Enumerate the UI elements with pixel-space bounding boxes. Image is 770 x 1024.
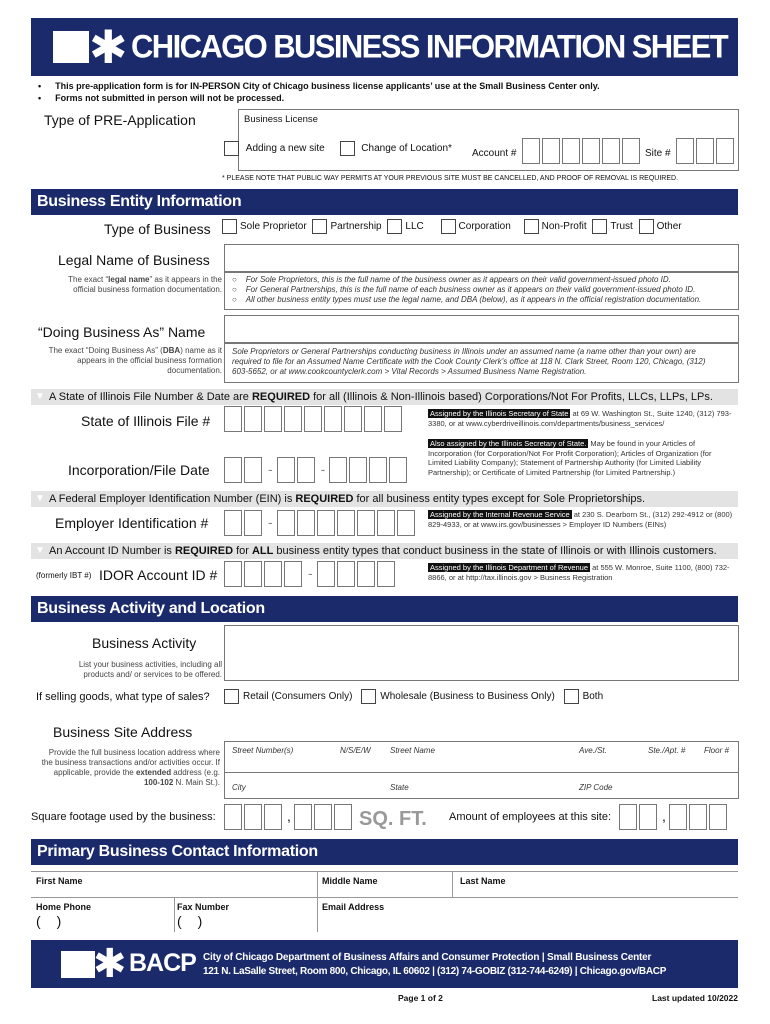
acct-bar-bold2: ALL (251, 545, 274, 557)
last-name-field[interactable]: Last Name (460, 876, 506, 886)
legal-name-label: Legal Name of Business (58, 252, 210, 268)
employees-field[interactable] (619, 804, 729, 830)
dba-help-1: The exact “Doing Business As” ( (48, 346, 163, 355)
legal-notes (232, 275, 732, 305)
account-label: Account # (472, 148, 517, 159)
paren-right: ) (56, 913, 62, 929)
sqft-comma: , (287, 807, 291, 824)
paren-left: ( (36, 913, 41, 929)
site-address-label: Business Site Address (53, 724, 193, 740)
legal-name-help (52, 275, 222, 295)
ste-apt-label: Ste./Apt. # (648, 746, 686, 755)
state-file-label: State of Illinois File # (81, 413, 211, 429)
legal-note-3-text: All other business entity types must use the legal name, and DBA (below), as it appears in the official registration documentation. (245, 295, 702, 304)
sqft-unit: SQ. FT. (359, 808, 427, 830)
site-address-help (38, 748, 220, 788)
change-location-checkbox[interactable] (340, 141, 355, 156)
trust-checkbox[interactable] (592, 219, 607, 234)
dba-note: Sole Proprietors or General Partnerships conducting business in Illinois under an assumed name (a name other than your own) are required to file for an Assumed Name Certificate with the Cook County Clerk’s office at 118 N. Clark Street, Room 120, Chicago, (312) 603-5652, or at www.cookcountyclerk.com > Vital Records > Assumed Business Name Registration. (232, 347, 706, 376)
contact-heading: Primary Business Contact Information (31, 839, 738, 865)
business-activity-help: List your business activities, including all products and/ or services to be offered. (78, 660, 222, 679)
contact-col-divider-2 (174, 897, 175, 932)
ein-bar (31, 491, 738, 507)
ein-hl: Assigned by the Internal Revenue Service (430, 510, 570, 519)
acct-bar-1: An Account ID Number is (49, 545, 175, 557)
idor-note-text: at 555 W. Monroe, Suite 1100, (800) 732-8866, or at http://tax.illinois.gov > Business Registration (428, 563, 730, 582)
state-bar-bold: REQUIRED (251, 391, 311, 403)
state-file-hl: Assigned by the Illinois Secretary of State (430, 409, 569, 418)
legal-help-bold: legal name (108, 275, 150, 284)
bullet-2: • Forms not submitted in person will not be processed. (38, 93, 285, 103)
account-number-field[interactable] (522, 138, 642, 164)
business-activity-input[interactable] (224, 625, 739, 681)
account-id-bar (31, 543, 738, 559)
inc-date-note-text: May be found in your Articles of Incorporation (for Corporation/Not For Profit Corporation); Articles of Organization (for Limited Liability Company); Statement of Partnership Authority (for Limited Liability Partnership); or Certificate of Limited Partnership (for Limited Partnership.) (428, 439, 712, 477)
ein-note (428, 510, 736, 529)
business-license-label: Business License (244, 114, 318, 125)
legal-help-1: The exact “ (68, 275, 109, 284)
partnership-checkbox[interactable] (312, 219, 327, 234)
city-label: City (232, 783, 246, 792)
street-number-label: Street Number(s) (232, 746, 294, 755)
email-field[interactable]: Email Address (322, 902, 385, 912)
type-of-business-label: Type of Business (104, 221, 211, 237)
footer-banner (31, 940, 738, 988)
chicago-flag-logo (53, 31, 89, 63)
legal-note-1-text: For Sole Proprietors, this is the full name of the business owner as it appears on their valid government-issued photo ID. (245, 275, 671, 284)
sole-proprietor-checkbox[interactable] (222, 219, 237, 234)
partnership-label: Partnership (330, 221, 382, 232)
star-icon: ✱ (89, 21, 128, 73)
ave-st-label: Ave./St. (579, 746, 607, 755)
legal-help-2: ” as it appears in the official business formation documentation. (73, 275, 222, 294)
inc-date-hl: Also assigned by the Illinois Secretary of State. (430, 439, 587, 448)
non-profit-label: Non-Profit (541, 221, 587, 232)
fax-paren-right: ) (197, 913, 203, 929)
site-help-bold: extended (135, 768, 172, 777)
bullet-1-text: This pre-application form is for IN-PERSON City of Chicago business license applicants’ use at the Small Business Center only. (55, 81, 600, 91)
site-label: Site # (645, 148, 671, 159)
ein-note-text: at 230 S. Dearborn St., (312) 292-4912 or (800) 829-4933, or at www.irs.gov/businesses > Employer ID Numbers (EINs) (428, 510, 733, 529)
trust-label: Trust (610, 221, 633, 232)
first-name-field[interactable]: First Name (36, 876, 83, 886)
both-label: Both (582, 691, 604, 702)
site-help-bold2: 100-102 (143, 778, 174, 787)
zip-label: ZIP Code (579, 783, 613, 792)
employees-comma: , (662, 807, 666, 824)
state-label: State (390, 783, 409, 792)
pre-application-options (224, 141, 452, 156)
other-label: Other (656, 221, 682, 232)
pre-application-label: Type of PRE-Application (44, 112, 196, 128)
floor-label: Floor # (704, 746, 729, 755)
non-profit-checkbox[interactable] (524, 219, 539, 234)
fax-parens (177, 913, 202, 929)
site-help-3: N. Main St.). (173, 778, 220, 787)
legal-note-1: ○ For Sole Proprietors, this is the full name of the business owner as it appears on their valid government-issued photo ID. (232, 275, 671, 284)
idor-label: IDOR Account ID # (99, 567, 218, 583)
site-help-1: Provide the full business location address where the business transactions and/or activities occur. If applicable, provide the (41, 748, 220, 777)
dba-label: “Doing Business As” Name (38, 324, 206, 340)
inc-date-field[interactable]: - - (224, 457, 409, 483)
corporation-label: Corporation (458, 221, 511, 232)
header-banner (31, 18, 738, 76)
middle-name-field[interactable]: Middle Name (322, 876, 378, 886)
business-activity-label: Business Activity (92, 635, 197, 651)
dba-help-bold: DBA (162, 346, 181, 355)
inc-date-note (428, 439, 736, 477)
dba-help (38, 346, 222, 376)
state-bar-2: for all (Illinois & Non-Illinois based) Corporations/Not For Profits, LLCs, LLPs, LPs. (310, 391, 713, 403)
goods-label: If selling goods, what type of sales? (36, 691, 210, 703)
legal-note-2: ○ For General Partnerships, this is the full name of each business owner as it appears on their valid government-issued photo ID. (232, 285, 696, 294)
adding-site-checkbox[interactable] (224, 141, 239, 156)
inc-date-label: Incorporation/File Date (68, 462, 210, 478)
retail-checkbox[interactable] (224, 689, 239, 704)
ein-field[interactable]: - (224, 510, 417, 536)
contact-col-divider-1 (317, 872, 318, 932)
dba-help-2: ) name as it appears in the official business formation documentation. (77, 346, 222, 375)
ein-label: Employer Identification # (55, 515, 209, 531)
acct-bar-3: business entity types that conduct business in the state of Illinois or with Illinois customers. (273, 545, 717, 557)
bacp-logo-text: BACP (129, 949, 196, 977)
idor-prefix: (formerly IBT #) (36, 571, 92, 580)
acct-bar-bold: REQUIRED (174, 545, 234, 557)
public-way-note: * PLEASE NOTE THAT PUBLIC WAY PERMITS AT YOUR PREVIOUS SITE MUST BE CANCELLED, AND PROOF OF REMOVAL IS REQUIRED. (222, 175, 679, 182)
idor-field[interactable]: - (224, 561, 397, 587)
contact-row-divider (31, 897, 738, 898)
change-location-label: Change of Location* (361, 143, 452, 154)
home-phone-parens (36, 913, 61, 929)
both-checkbox[interactable] (564, 689, 579, 704)
street-name-label: Street Name (390, 746, 435, 755)
footer-line-2: 121 N. LaSalle Street, Room 800, Chicago, IL 60602 | (312) 74-GOBIZ (312-744-6249) | Chicago.gov/BACP (203, 966, 667, 977)
footer-line-1: City of Chicago Department of Business Affairs and Consumer Protection | Small Business Center (203, 952, 652, 963)
business-type-options (222, 219, 685, 234)
adding-site-label: Adding a new site (245, 143, 325, 154)
state-file-bar (31, 389, 738, 405)
state-file-note (428, 409, 734, 428)
ein-bar-2: for all business entity types except for Sole Proprietorships. (353, 493, 646, 505)
bullet-2-text: Forms not submitted in person will not be processed. (55, 93, 285, 103)
legal-name-input[interactable] (224, 244, 739, 272)
acct-bar-2: for (233, 545, 252, 557)
state-file-field[interactable] (224, 406, 404, 432)
other-checkbox[interactable] (639, 219, 654, 234)
retail-label: Retail (Consumers Only) (243, 691, 353, 702)
fax-number-field[interactable]: Fax Number (177, 902, 230, 912)
contact-col-divider-3 (452, 872, 453, 897)
llc-checkbox[interactable] (387, 219, 402, 234)
wholesale-checkbox[interactable] (361, 689, 376, 704)
contact-grid (31, 871, 738, 931)
site-address-divider (224, 772, 739, 773)
activity-heading: Business Activity and Location (31, 596, 738, 622)
legal-note-3: ○ All other business entity types must use the legal name, and DBA (below), as it appears in the official registration documentation. (232, 295, 702, 304)
dba-input[interactable] (224, 315, 739, 343)
page-title: CHICAGO BUSINESS INFORMATION SHEET (131, 28, 728, 65)
state-bar-1: A State of Illinois File Number & Date are (49, 391, 252, 403)
ein-bar-bold: REQUIRED (295, 493, 354, 505)
entity-heading: Business Entity Information (31, 189, 738, 215)
ein-bar-1: A Federal Employer Identification Number (EIN) is (49, 493, 296, 505)
llc-label: LLC (405, 221, 424, 232)
employees-label: Amount of employees at this site: (449, 811, 612, 823)
sqft-field[interactable] (224, 804, 354, 830)
bacp-star-icon: ✱ (93, 942, 127, 986)
sqft-label: Square footage used by the business: (31, 811, 216, 823)
site-help-2: address (e.g. (171, 768, 220, 777)
corporation-checkbox[interactable] (441, 219, 456, 234)
idor-hl: Assigned by the Illinois Department of Revenue (430, 563, 589, 572)
page-number: Page 1 of 2 (398, 993, 443, 1003)
idor-note (428, 563, 736, 582)
state-file-note-text: at 69 W. Washington St., Suite 1240, (312) 793-3380, or at www.cyberdriveillinois.com/departments/business_services/ (428, 409, 732, 428)
sole-proprietor-label: Sole Proprietor (240, 221, 307, 232)
last-updated: Last updated 10/2022 (652, 993, 738, 1003)
bullet-1: • This pre-application form is for IN-PERSON City of Chicago business license applicants’ use at the Small Business Center only. (38, 81, 600, 91)
header-bullets (38, 80, 600, 104)
goods-options (224, 689, 607, 704)
legal-note-2-text: For General Partnerships, this is the full name of each business owner as it appears on their valid government-issued photo ID. (245, 285, 696, 294)
home-phone-field[interactable]: Home Phone (36, 902, 92, 912)
fax-paren-left: ( (177, 913, 182, 929)
bacp-flag-logo (61, 951, 95, 978)
wholesale-label: Wholesale (Business to Business Only) (380, 691, 555, 702)
direction-label: N/S/E/W (340, 746, 371, 755)
site-number-field[interactable] (676, 138, 736, 164)
